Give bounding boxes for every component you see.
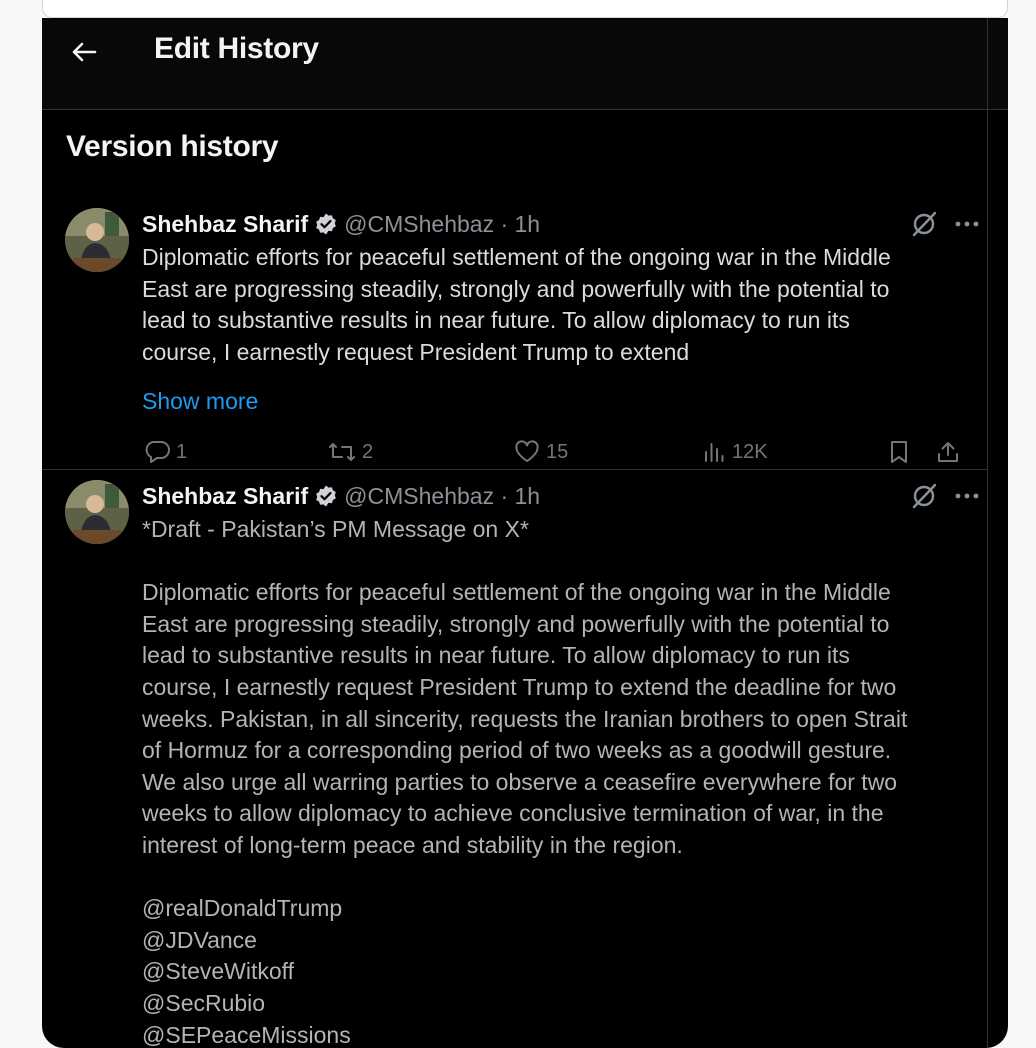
grok-icon[interactable] xyxy=(910,210,938,238)
reply-button[interactable] xyxy=(144,440,187,464)
like-button[interactable] xyxy=(514,440,568,464)
views-icon xyxy=(702,440,726,464)
share-button[interactable] xyxy=(936,440,960,464)
share-icon xyxy=(936,440,960,464)
grok-icon[interactable] xyxy=(910,482,938,510)
arrow-left-icon xyxy=(71,41,97,63)
show-more-link[interactable]: Show more xyxy=(142,388,259,414)
author-name[interactable]: Shehbaz Sharif xyxy=(142,210,309,237)
reply-icon xyxy=(144,440,170,464)
background-page-edge xyxy=(42,0,1008,18)
post-version-current[interactable] xyxy=(42,198,988,470)
author-handle-time[interactable]: @CMShehbaz · 1h xyxy=(344,210,541,237)
reply-count: 1 xyxy=(176,440,188,463)
back-button[interactable] xyxy=(64,32,104,72)
views-button[interactable] xyxy=(702,440,768,464)
repost-count: 2 xyxy=(362,440,374,463)
like-count: 15 xyxy=(546,440,569,463)
post-text: *Draft - Pakistan’s PM Message on X* Diplomatic efforts for peaceful settlement of the ongoing war in the Middle East are progressing steadily, strongly and powerfully with the potential to lead to substantive results in near future. To allow diplomacy to run its course, I earnestly request President Trump to extend the deadline for two weeks. Pakistan, in all sincerity, requests the Iranian brothers to open Strait of Hormuz for a corresponding period of two weeks as a goodwill gesture. We also urge all warring parties to observe a ceasefire everywhere for two weeks to allow diplomacy to achieve conclusive termination of war, in the interest of long-term peace and stability in the region. @realDonaldTrump @JDVance @SteveWitkoff @SecRubio @SEPeaceMissions xyxy=(142,516,908,1048)
page-title: Edit History xyxy=(154,32,319,65)
verified-badge-icon[interactable] xyxy=(314,484,338,508)
post-version-draft[interactable] xyxy=(42,470,988,1048)
more-icon[interactable] xyxy=(954,492,980,500)
edit-history-panel xyxy=(42,18,1008,1048)
bookmark-icon xyxy=(888,440,910,464)
post-text: Diplomatic efforts for peaceful settlement of the ongoing war in the Middle East are progressing steadily, strongly and powerfully with the potential to lead to substantive results in near future. To allow diplomacy to run its course, I earnestly request President Trump to extend xyxy=(142,244,891,365)
post-tools xyxy=(910,480,980,512)
author-name[interactable]: Shehbaz Sharif xyxy=(142,482,309,509)
repost-button[interactable] xyxy=(328,440,373,464)
post-header xyxy=(142,208,540,240)
post-header xyxy=(142,480,540,512)
more-icon[interactable] xyxy=(954,220,980,228)
like-icon xyxy=(514,440,540,464)
avatar[interactable] xyxy=(65,480,129,544)
repost-icon xyxy=(328,440,356,464)
section-title: Version history xyxy=(66,130,279,163)
verified-badge-icon[interactable] xyxy=(314,212,338,236)
avatar[interactable] xyxy=(65,208,129,272)
post-tools xyxy=(910,208,980,240)
bookmark-button[interactable] xyxy=(888,440,910,464)
author-handle-time[interactable]: @CMShehbaz · 1h xyxy=(344,482,541,509)
panel-header xyxy=(42,18,1008,110)
views-count: 12K xyxy=(732,440,768,463)
